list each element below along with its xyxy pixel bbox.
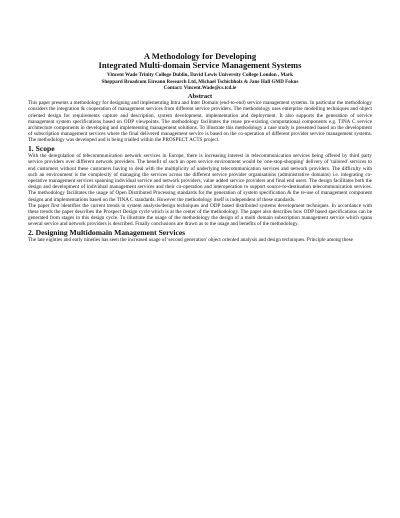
author-line-1: Vincent Wade Trinity College Dublin, David Lewis University College London , Mark	[107, 72, 293, 79]
designing-paragraph-1: The late eighties and early nineties has seen the increased usage of 'second generation' object oriented analysis and design techniques. Principle among these	[28, 237, 353, 244]
paper-title	[28, 52, 372, 70]
scope-paragraph-1: With the deregulation of telecommunication network services in Europe, there is increasing interest in telecommunication services being offered by third party service providers over different network providers. The benefit of such an open service environment would be 'one-stop-shopping' delivery of 'tailored' services to end customers without these customers having to deal with the multiplicity of underlying telecommunication services and network providers. The difficulty with such an environment is the complexity of managing the services across the different service provider organisations (administrative domains) i.e. integrating co-operative management services spanning individual service and network providers, value added service providers and final end users. The design facilitates both the design and development of individual management services and their co-operation and interoperation to support source-to-destination telecommunication services. The methodology facilitates the usage of Open Distributed Processing standards for the generation of system specification & the re-use of management component designs and implementations based on the TINA C standards. However the methodology itself is independent of these standards.	[28, 153, 372, 203]
scope-paragraph-2: The paper first identifies the current trends in system analysis/design techniques and ODP based distributed systems development techniques. In accordance with these trends the paper describes the Prospect Design cycle which is at the center of the methodology. The paper also describes how ODP based specifications can be generated from stages in this design cycle. To illustrate the usage of the methodology the design of a multi domain subscription management service which spans several service and network providers is described. Finally conclusions are drawn as to the usage and benefits of the methodology.	[28, 202, 372, 228]
section-heading-designing: 2. Designing Multidomain Management Services	[28, 227, 186, 237]
author-block	[28, 72, 372, 91]
title-line-1: A Methodology for Developing	[143, 51, 257, 61]
title-line-2: Integrated Multi-domain Service Management Systems	[98, 60, 302, 71]
author-line-2: Sheppard Broadcom Eireann Research Ltd, Michael Tschichholz & Jane Hall GMD Fokus	[101, 78, 299, 85]
section-heading-scope: 1. Scope	[28, 143, 55, 153]
paper-content	[28, 52, 372, 243]
author-contact: Contact: Vincent.Wade@cs.tcd.ie	[163, 84, 237, 91]
abstract-text: This paper presents a methodology for designing and implementing Intra and Inter Domain (end-to-end) service management systems. In particular the methodology considers the integration & cooperation of management services from different service providers. The methodology uses enterprise modelling techniques and object oriented design for requirements capture and description, system development, implementation and deployment. It also supports the generation of service management system specifications based on ODP viewpoints. The methodology facilitates the reuse pre-existing computational components e.g. TINA C service architecture components in developing and implementing management solutions. To illustrate this methodology a case study is presented based on the development of subscription management services where the final delivered management service is based on the co-operation of different provider service management systems. The methodology was developed and is being trialled within the PROSPECT ACTS project.	[28, 100, 372, 144]
abstract-heading: Abstract	[187, 93, 213, 101]
